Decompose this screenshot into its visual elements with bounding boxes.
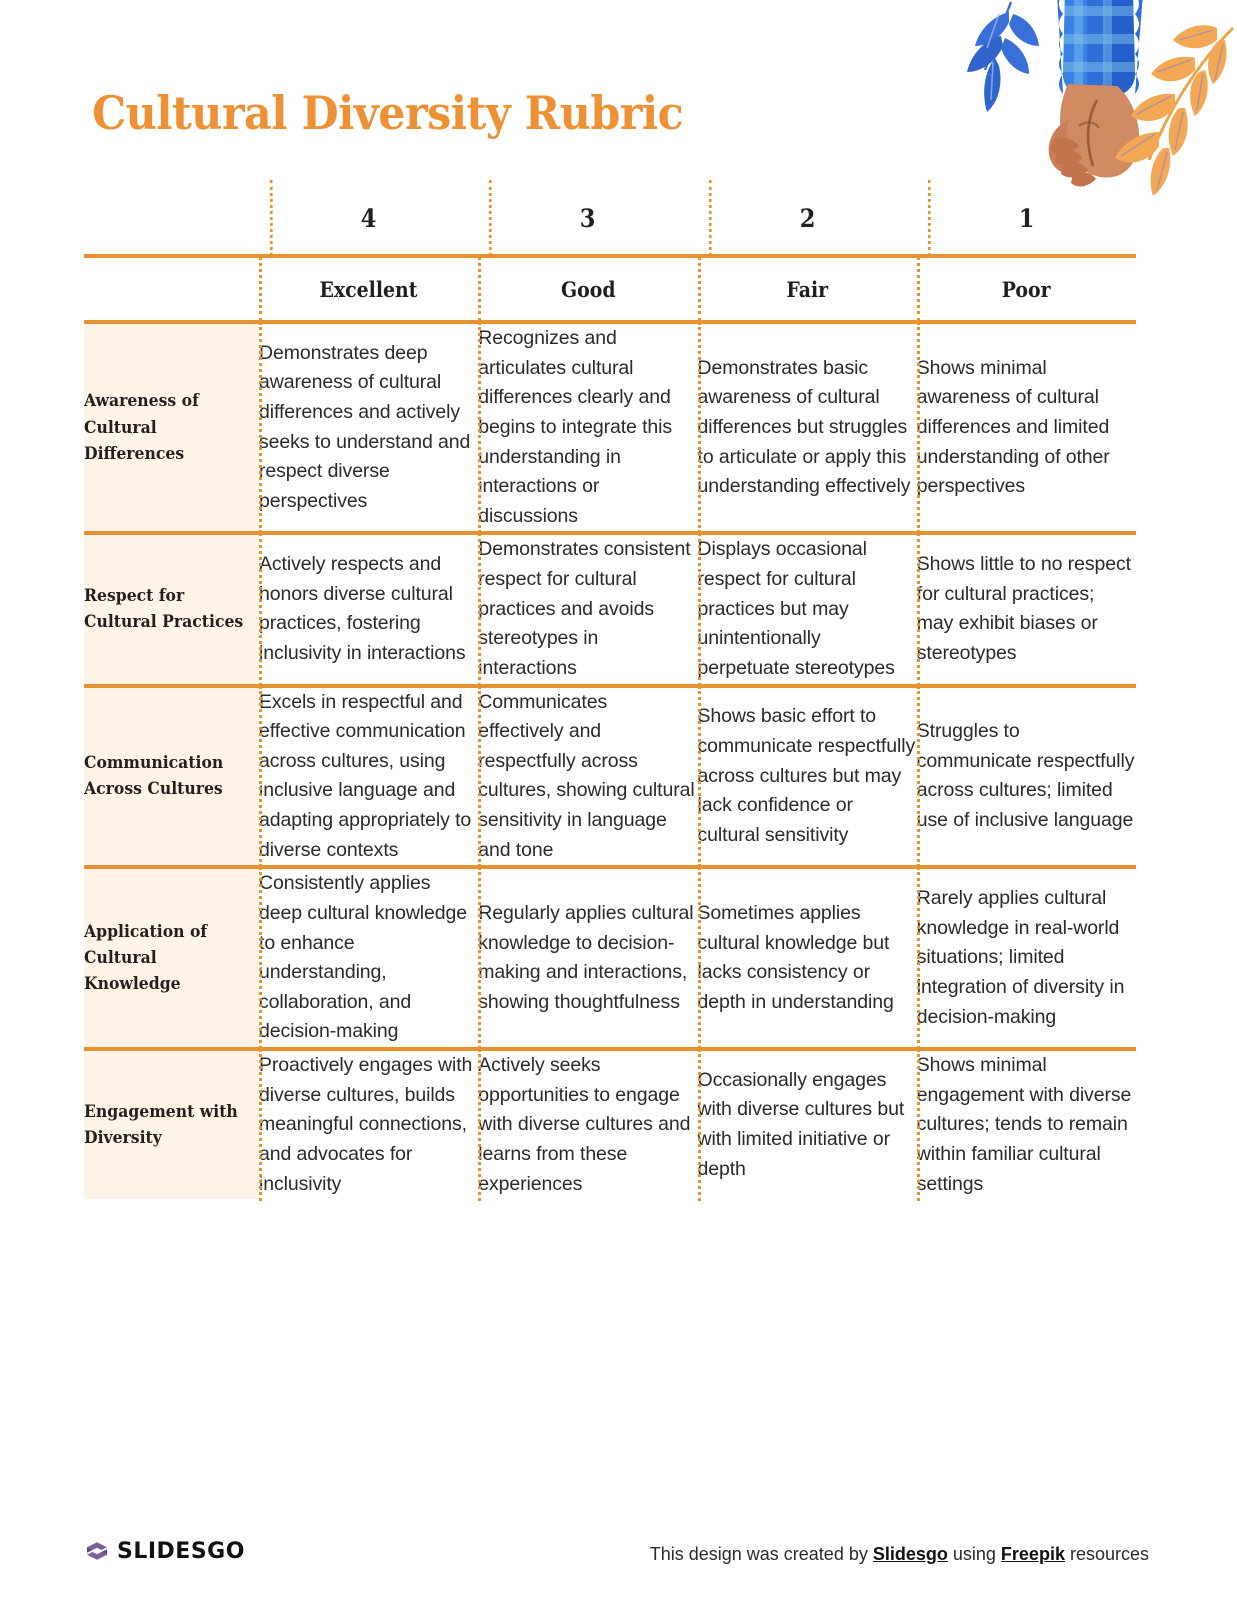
cell-good: Regularly applies cultural knowledge to decision-making and interactions, showing thoughtfulness (478, 869, 697, 1047)
cell-good: Recognizes and articulates cultural differences clearly and begins to integrate this understanding in interactions or discussions (478, 324, 697, 531)
table-row (84, 869, 1136, 1047)
cell-fair: Sometimes applies cultural knowledge but lacks consistency or depth in understanding (698, 869, 917, 1047)
cell-fair: Shows basic effort to communicate respectfully across cultures but may lack confidence or cultural sensitivity (698, 688, 917, 866)
credit-prefix: This design was created by (649, 1544, 873, 1564)
cell-good: Actively seeks opportunities to engage with diverse cultures and learns from these experiences (478, 1051, 697, 1199)
credit-suffix: resources (1064, 1544, 1149, 1564)
cell-poor: Rarely applies cultural knowledge in real-world situations; limited integration of diversity in decision-making (917, 869, 1136, 1047)
slidesgo-link[interactable]: Slidesgo (872, 1544, 948, 1564)
footer (0, 1536, 1237, 1576)
orange-leaf-branch (1115, 25, 1233, 196)
score-word-text: Poor (1001, 276, 1051, 302)
slidesgo-logo[interactable] (84, 1538, 245, 1564)
table-body (84, 324, 1136, 1199)
cell-fair: Occasionally engages with diverse cultures but with limited initiative or depth (698, 1051, 917, 1199)
table-header (84, 182, 1136, 324)
score-number-2: 2 (708, 182, 905, 254)
criterion-text: Engagement with Diversity (84, 1101, 238, 1149)
cell-poor: Shows little to no respect for cultural practices; may exhibit biases or stereotypes (917, 535, 1136, 683)
cell-fair: Displays occasional respect for cultural practices but may unintentionally perpetuate stereotypes (698, 535, 917, 683)
criterion-text: Respect for Cultural Practices (84, 586, 244, 633)
cell-excellent: Excels in respectful and effective communication across cultures, using inclusive language and adapting appropriately to diverse contexts (259, 688, 478, 866)
score-word-fair (698, 258, 917, 320)
slidesgo-logo-text: SLIDESGO (117, 1538, 245, 1564)
raised-fist (1049, 84, 1140, 186)
score-word-good (478, 258, 697, 320)
cell-poor: Shows minimal engagement with diverse cultures; tends to remain within familiar cultural settings (917, 1051, 1136, 1199)
score-number-1: 1 (928, 182, 1125, 254)
plaid-sleeve (1057, 0, 1147, 110)
cell-poor: Shows minimal awareness of cultural differences and limited understanding of other perspectives (917, 324, 1136, 531)
score-word-excellent (259, 258, 478, 320)
slidesgo-mark-icon (84, 1538, 110, 1564)
criterion-label (84, 688, 259, 866)
rubric-table (84, 182, 1136, 1199)
score-word-text: Fair (786, 276, 829, 302)
cell-fair: Demonstrates basic awareness of cultural differences but struggles to articulate or apply this understanding effectively (698, 324, 917, 531)
corner-cell (84, 182, 259, 254)
table-row (84, 324, 1136, 531)
criterion-label (84, 869, 259, 1047)
score-number-3: 3 (489, 182, 686, 254)
score-word-text: Good (560, 276, 616, 302)
credit-middle: using (947, 1544, 1001, 1564)
table-row (84, 1051, 1136, 1199)
score-word-poor (917, 258, 1136, 320)
cell-excellent: Proactively engages with diverse cultures, builds meaningful connections, and advocates for inclusivity (259, 1051, 478, 1199)
criterion-label (84, 1051, 259, 1199)
cell-good: Communicates effectively and respectfully across cultures, showing cultural sensitivity in language and tone (478, 688, 697, 866)
cell-poor: Struggles to communicate respectfully across cultures; limited use of inclusive language (917, 688, 1136, 866)
cell-excellent: Demonstrates deep awareness of cultural differences and actively seeks to understand and respect diverse perspectives (259, 324, 478, 531)
page-title: Cultural Diversity Rubric (92, 86, 684, 140)
table-row (84, 535, 1136, 683)
cell-excellent: Actively respects and honors diverse cultural practices, fostering inclusivity in interactions (259, 535, 478, 683)
corner-cell-2 (84, 258, 259, 320)
cell-excellent: Consistently applies deep cultural knowledge to enhance understanding, collaboration, and decision-making (259, 869, 478, 1047)
score-word-text: Excellent (319, 276, 418, 302)
design-credit (650, 1544, 1149, 1565)
criterion-text: Awareness of Cultural Differences (84, 391, 199, 464)
table-row (84, 688, 1136, 866)
freepik-link[interactable]: Freepik (1000, 1544, 1065, 1564)
criterion-text: Application of Cultural Knowledge (84, 921, 208, 995)
criterion-text: Communication Across Cultures (84, 753, 224, 800)
criterion-label (84, 324, 259, 531)
cell-good: Demonstrates consistent respect for cultural practices and avoids stereotypes in interactions (478, 535, 697, 683)
score-word-row (84, 258, 1136, 320)
score-number-4: 4 (270, 182, 467, 254)
criterion-label (84, 535, 259, 683)
blue-leaf-branch (967, 2, 1039, 112)
score-number-row (84, 182, 1136, 254)
